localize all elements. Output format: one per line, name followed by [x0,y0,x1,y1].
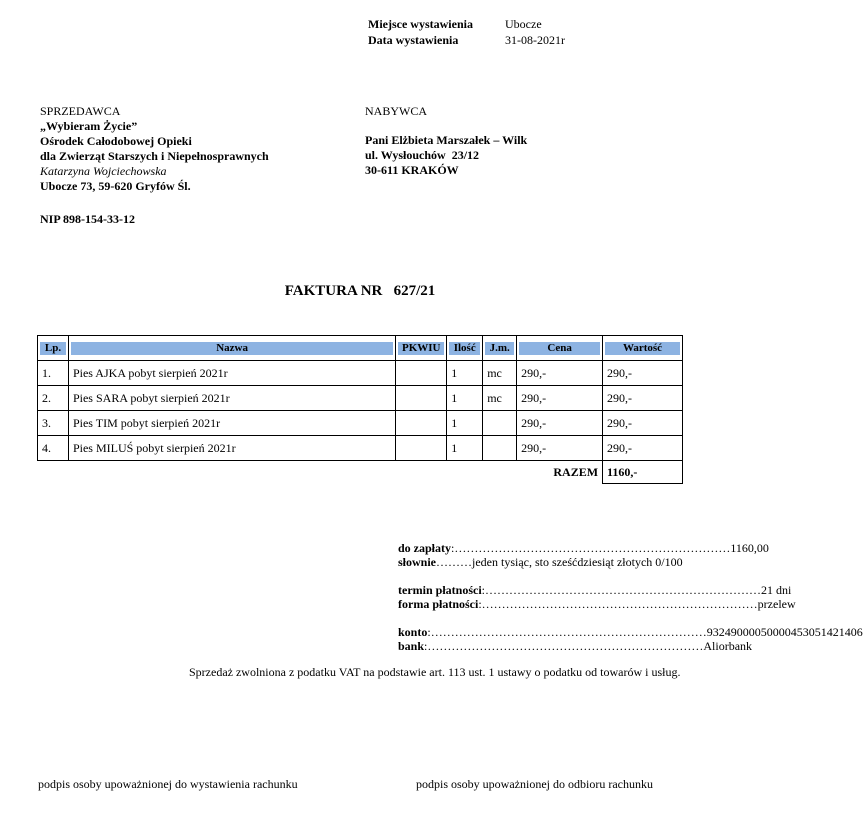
cell-cena: 290,- [517,361,603,386]
payment-bank-block [398,625,863,653]
table-header-row [38,336,683,361]
cell-lp: 3. [38,411,69,436]
issuer-signature-label: podpis osoby upoważnionej do wystawienia rachunku [38,777,298,791]
issue-date-label: Data wystawienia [368,33,459,47]
cell-jm [483,436,517,461]
total-value: 1160,- [603,461,683,484]
cell-cena: 290,- [517,386,603,411]
cell-nazwa: Pies TIM pobyt sierpień 2021r [68,411,395,436]
total-row [38,461,683,484]
cell-jm: mc [483,386,517,411]
issue-place-label: Miejsce wystawienia [368,17,473,31]
term-row: termin płatności : …………………………………………………………… 21 dni [398,583,792,597]
term-label: termin płatności [398,583,482,597]
cell-nazwa: Pies MILUŚ pobyt sierpień 2021r [68,436,395,461]
cell-cena: 290,- [517,411,603,436]
seller-person: Katarzyna Wojciechowska [40,164,167,178]
cell-wartosc: 290,- [603,386,683,411]
cell-jm: mc [483,361,517,386]
cell-pkwiu [396,386,447,411]
issue-date-value: 31-08-2021r [505,33,565,47]
bank-value: Aliorbank [703,639,753,653]
table-row [38,436,683,461]
form-value: przelew [757,597,796,611]
cell-ilosc: 1 [447,411,483,436]
words-value: jeden tysiąc, sto sześćdziesiąt złotych 0/100 [472,555,683,569]
cell-lp: 4. [38,436,69,461]
cell-cena: 290,- [517,436,603,461]
seller-nip: NIP 898-154-33-12 [40,212,135,226]
buyer-block [365,104,665,178]
cell-wartosc: 290,- [603,436,683,461]
buyer-name: Pani Elżbieta Marszałek – Wilk [365,133,528,147]
cell-nazwa: Pies AJKA pobyt sierpień 2021r [68,361,395,386]
account-row: konto : …………………………………………………………… 93249000050000453051421406 [398,625,863,639]
account-value: 93249000050000453051421406 [706,625,863,639]
cell-pkwiu [396,436,447,461]
form-label: forma płatności [398,597,479,611]
cell-nazwa: Pies SARA pobyt sierpień 2021r [68,386,395,411]
seller-line1: „Wybieram Życie” [40,119,138,133]
col-header-wartosc: Wartość [603,336,683,361]
term-value: 21 dni [761,583,792,597]
cell-lp: 1. [38,361,69,386]
cell-ilosc: 1 [447,386,483,411]
seller-line3: dla Zwierząt Starszych i Niepełnosprawnych [40,149,269,163]
vat-note: Sprzedaż zwolniona z podatku VAT na podstawie art. 113 ust. 1 ustawy o podatku od towarów i usług. [189,665,681,679]
cell-pkwiu [396,361,447,386]
payment-terms-block [398,583,796,611]
receiver-signature-label: podpis osoby upoważnionej do odbioru rachunku [416,777,653,791]
to-pay-label: do zapłaty [398,541,452,555]
cell-lp: 2. [38,386,69,411]
cell-wartosc: 290,- [603,361,683,386]
col-header-ilosc: Ilość [447,336,483,361]
invoice-title: FAKTURA NR 627/21 [284,283,436,299]
cell-ilosc: 1 [447,436,483,461]
seller-address: Ubocze 73, 59-620 Gryfów Śl. [40,179,191,193]
seller-line2: Ośrodek Całodobowej Opieki [40,134,192,148]
col-header-jm: J.m. [483,336,517,361]
cell-wartosc: 290,- [603,411,683,436]
payment-to-pay-block [398,541,769,569]
issue-date-row [368,32,668,48]
table-row [38,361,683,386]
to-pay-row: do zapłaty : …………………………………………………………… 1160,00 [398,541,769,555]
col-header-cena: Cena [517,336,603,361]
seller-block [40,104,340,194]
words-label: słownie [398,555,437,569]
table-row [38,411,683,436]
col-header-pkwiu: PKWIU [396,336,447,361]
buyer-heading: NABYWCA [365,104,427,118]
table-row [38,386,683,411]
issue-meta [368,16,668,48]
buyer-city: 30-611 KRAKÓW [365,163,459,177]
cell-pkwiu [396,411,447,436]
words-row: słownie ……… jeden tysiąc, sto sześćdziesiąt złotych 0/100 [398,555,683,569]
issue-place-row [368,16,668,32]
cell-ilosc: 1 [447,361,483,386]
seller-heading: SPRZEDAWCA [40,104,121,118]
account-label: konto [398,625,428,639]
bank-row: bank : …………………………………………………………… Aliorbank [398,639,753,653]
col-header-nazwa: Nazwa [68,336,395,361]
issue-place-value: Ubocze [505,17,542,31]
total-label: RAZEM [553,464,599,479]
col-header-lp: Lp. [38,336,69,361]
to-pay-value: 1160,00 [730,541,769,555]
bank-label: bank [398,639,425,653]
cell-jm [483,411,517,436]
buyer-street: ul. Wysłouchów 23/12 [365,148,480,162]
form-row: forma płatności : …………………………………………………………… przelew [398,597,796,611]
items-table [37,335,683,484]
